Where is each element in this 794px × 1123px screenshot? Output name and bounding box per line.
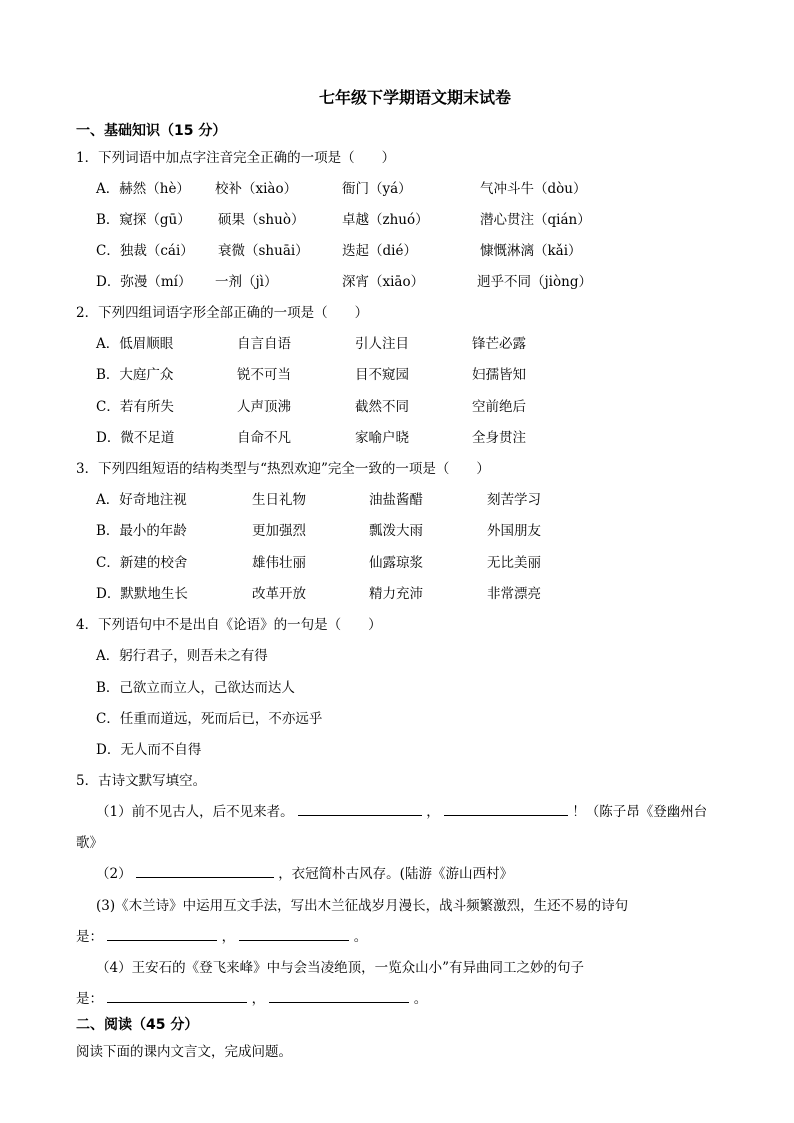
section-heading-basics: 一、基础知识（15 分） bbox=[76, 123, 227, 139]
q1-option-b-word3: 卓越（zhuó） bbox=[342, 212, 429, 228]
question-1-stem: 1．下列词语中加点字注音完全正确的一项是（ ） bbox=[76, 150, 396, 166]
q1-option-a-word2: 校补（xiào） bbox=[215, 181, 298, 197]
q5-item-1-blank-2[interactable] bbox=[444, 800, 568, 816]
q2-option-d-word2: 自命不凡 bbox=[237, 430, 291, 446]
reading-intro: 阅读下面的课内文言文，完成问题。 bbox=[76, 1044, 292, 1060]
q2-option-d-word3: 家喻户晓 bbox=[355, 430, 409, 446]
q5-item-3-prefix: 是： bbox=[76, 929, 103, 945]
q2-option-a-word3: 引人注目 bbox=[355, 336, 409, 352]
q5-item-3-text: (3)《木兰诗》中运用互文手法，写出木兰征战岁月漫长，战斗频繁激烈，生还不易的诗句 bbox=[96, 898, 629, 914]
q1-option-c-word3: 迭起（dié） bbox=[342, 243, 417, 259]
q5-item-3-blank-2[interactable] bbox=[239, 925, 349, 941]
q5-item-3-blank-1[interactable] bbox=[107, 925, 217, 941]
q1-option-c-word4: 慷慨淋漓（kǎi） bbox=[480, 243, 582, 259]
q5-item-2-blank[interactable] bbox=[136, 862, 274, 878]
q5-item-1 bbox=[96, 800, 707, 820]
q5-item-2-text: ，衣冠简朴古风存。(陆游《游山西村》 bbox=[278, 866, 513, 882]
q3-option-a-word4: 刻苦学习 bbox=[487, 492, 541, 508]
q5-item-4-end: 。 bbox=[413, 991, 428, 1007]
q2-option-a-word2: 自言自语 bbox=[237, 336, 291, 352]
q1-option-b-word1: B．窥探（gū） bbox=[96, 212, 191, 228]
question-2-stem: 2．下列四组词语字形全部正确的一项是（ ） bbox=[76, 305, 369, 321]
q3-option-a-word2: 生日礼物 bbox=[252, 492, 306, 508]
q2-option-a-word4: 锋芒必露 bbox=[472, 336, 526, 352]
q5-item-1-source: ！（陈子昂《登幽州台 bbox=[572, 804, 708, 820]
q3-option-c-word2: 雄伟壮丽 bbox=[252, 555, 306, 571]
q2-option-c-word2: 人声顶沸 bbox=[237, 399, 291, 415]
q1-option-d-word2: 一剂（jì） bbox=[215, 274, 278, 290]
question-3-stem: 3．下列四组短语的结构类型与“热烈欢迎”完全一致的一项是（ ） bbox=[76, 461, 490, 477]
q5-item-2-label: （2） bbox=[96, 866, 132, 882]
q3-option-c-word4: 无比美丽 bbox=[487, 555, 541, 571]
q5-item-1-sep: ， bbox=[426, 804, 440, 820]
q2-option-b-word2: 锐不可当 bbox=[237, 367, 291, 383]
q3-option-b-word1: B．最小的年龄 bbox=[96, 523, 187, 539]
q1-option-a-word3: 衙门（yá） bbox=[342, 181, 412, 197]
q5-item-2 bbox=[96, 862, 513, 882]
q4-option-c: C．任重而道远，死而后已，不亦远乎 bbox=[96, 711, 323, 727]
q4-option-a: A．躬行君子，则吾未之有得 bbox=[96, 648, 268, 664]
q1-option-d-word4: 迥乎不同（jiòng） bbox=[477, 274, 592, 290]
q4-option-b: B．己欲立而立人，己欲达而达人 bbox=[96, 680, 295, 696]
q5-item-4-blank-2[interactable] bbox=[269, 987, 409, 1003]
q2-option-c-word3: 截然不同 bbox=[355, 399, 409, 415]
q3-option-b-word4: 外国朋友 bbox=[487, 523, 541, 539]
q5-item-3-sep: ， bbox=[221, 929, 236, 945]
page-title: 七年级下学期语文期末试卷 bbox=[318, 88, 511, 107]
q4-option-d: D．无人而不自得 bbox=[96, 742, 202, 758]
q5-item-4-answer bbox=[76, 987, 427, 1007]
q1-option-c-word1: C．独裁（cái） bbox=[96, 243, 194, 259]
q3-option-d-word1: D．默默地生长 bbox=[96, 586, 188, 602]
q5-item-4-text: （4）王安石的《登飞来峰》中与会当凌绝顶，一览众山小”有异曲同工之妙的句子 bbox=[96, 960, 584, 976]
q3-option-b-word2: 更加强烈 bbox=[252, 523, 306, 539]
q3-option-c-word1: C．新建的校舍 bbox=[96, 555, 188, 571]
q5-item-1-blank-1[interactable] bbox=[298, 800, 422, 816]
q3-option-c-word3: 仙露琼浆 bbox=[369, 555, 423, 571]
q2-option-d-word4: 全身贯注 bbox=[472, 430, 526, 446]
section-heading-reading: 二、阅读（45 分） bbox=[76, 1017, 199, 1033]
q2-option-b-word4: 妇孺皆知 bbox=[472, 367, 526, 383]
q5-item-3-end: 。 bbox=[353, 929, 368, 945]
q3-option-a-word1: A．好奇地注视 bbox=[96, 492, 187, 508]
q3-option-b-word3: 瓢泼大雨 bbox=[369, 523, 423, 539]
q2-option-c-word4: 空前绝后 bbox=[472, 399, 526, 415]
q3-option-d-word4: 非常漂亮 bbox=[487, 586, 541, 602]
q3-option-d-word3: 精力充沛 bbox=[369, 586, 423, 602]
q1-option-c-word2: 衰微（shuāi） bbox=[218, 243, 309, 259]
q2-option-b-word3: 目不窥园 bbox=[355, 367, 409, 383]
q2-option-a-word1: A．低眉顺眼 bbox=[96, 336, 174, 352]
q5-item-1-source-cont: 歌》 bbox=[76, 835, 103, 851]
q5-item-3-answer bbox=[76, 925, 367, 945]
q5-item-4-prefix: 是： bbox=[76, 991, 103, 1007]
q3-option-d-word2: 改革开放 bbox=[252, 586, 306, 602]
q1-option-b-word4: 潜心贯注（qián） bbox=[480, 212, 591, 228]
q1-option-a-word4: 气冲斗牛（dòu） bbox=[480, 181, 587, 197]
question-5-stem: 5．古诗文默写填空。 bbox=[76, 773, 207, 789]
q2-option-b-word1: B．大庭广众 bbox=[96, 367, 174, 383]
q5-item-4-blank-1[interactable] bbox=[107, 987, 247, 1003]
q5-item-4-sep: ， bbox=[251, 991, 266, 1007]
q1-option-d-word1: D．弥漫（mí） bbox=[96, 274, 192, 290]
q2-option-c-word1: C．若有所失 bbox=[96, 399, 174, 415]
q1-option-b-word2: 硕果（shuò） bbox=[218, 212, 305, 228]
q1-option-a-word1: A．赫然（hè） bbox=[96, 181, 190, 197]
q2-option-d-word1: D．微不足道 bbox=[96, 430, 175, 446]
q3-option-a-word3: 油盐酱醋 bbox=[369, 492, 423, 508]
q5-item-1-text: （1）前不见古人，后不见来者。 bbox=[96, 804, 294, 820]
q1-option-d-word3: 深宵（xiāo） bbox=[342, 274, 425, 290]
question-4-stem: 4．下列语句中不是出自《论语》的一句是（ ） bbox=[76, 617, 382, 633]
